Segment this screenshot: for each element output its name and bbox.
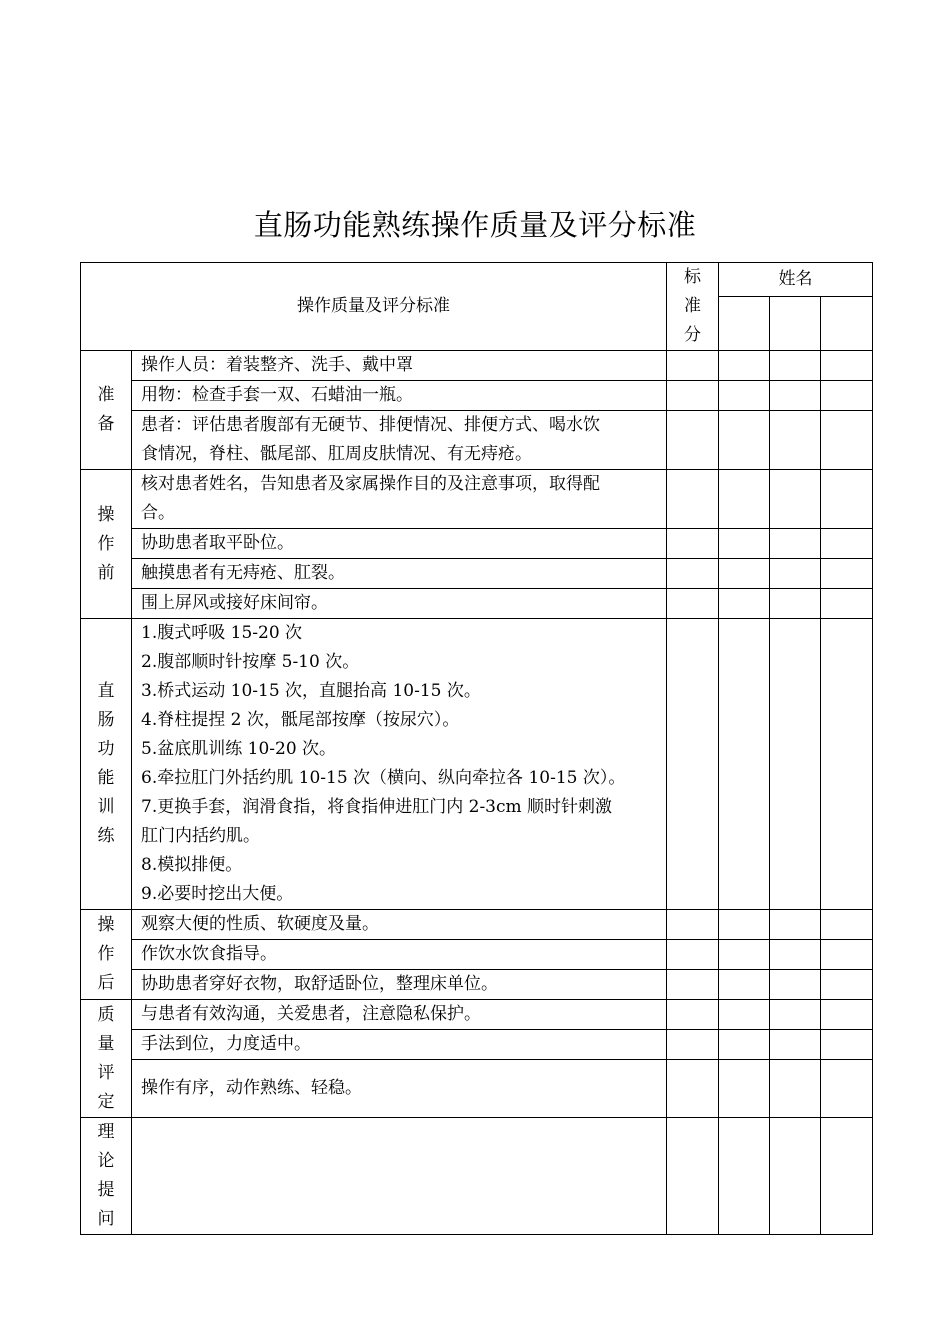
score-cell[interactable]: [719, 351, 770, 381]
score-cell[interactable]: [719, 589, 770, 619]
training-step: 8.模拟排便。: [141, 855, 243, 875]
score-cell[interactable]: [719, 619, 770, 910]
score-cell[interactable]: [667, 1060, 719, 1118]
prep-item-patient: 患者：评估患者腹部有无硬节、排便情况、排便方式、喝水饮 食情况，脊柱、骶尾部、肛周皮肤情况、有无痔疮。: [132, 411, 667, 470]
name-cell-2[interactable]: [770, 296, 821, 350]
training-step: 7.更换手套，润滑食指，将食指伸进肛门内 2-3cm 顺时针刺激: [141, 797, 613, 817]
score-cell[interactable]: [719, 559, 770, 589]
before-item-position: 协助患者取平卧位。: [132, 529, 667, 559]
score-cell[interactable]: [770, 1030, 821, 1060]
score-cell[interactable]: [719, 470, 770, 529]
training-step: 9.必要时挖出大便。: [141, 884, 294, 904]
score-cell[interactable]: [770, 619, 821, 910]
training-step: 4.脊柱提捏 2 次，骶尾部按摩（按尿穴）。: [141, 710, 460, 730]
prep-item-supplies: 用物：检查手套一双、石蜡油一瓶。: [132, 381, 667, 411]
score-cell[interactable]: [821, 351, 873, 381]
training-steps: [132, 619, 667, 910]
score-cell[interactable]: [719, 1060, 770, 1118]
score-cell[interactable]: [821, 381, 873, 411]
score-cell[interactable]: [821, 1030, 873, 1060]
score-cell[interactable]: [821, 910, 873, 940]
score-cell[interactable]: [667, 910, 719, 940]
score-cell[interactable]: [719, 529, 770, 559]
before-item-screen: 围上屏风或接好床间帘。: [132, 589, 667, 619]
category-after-operation: 操 作 后: [81, 910, 132, 1000]
score-cell[interactable]: [719, 381, 770, 411]
score-cell[interactable]: [821, 1000, 873, 1030]
score-cell[interactable]: [821, 970, 873, 1000]
score-cell[interactable]: [821, 559, 873, 589]
training-step: 3.桥式运动 10-15 次，直腿抬高 10-15 次。: [141, 681, 481, 701]
score-cell[interactable]: [667, 1118, 719, 1235]
header-score: 标 准 分: [667, 263, 719, 351]
scoring-table: [80, 262, 873, 1235]
score-cell[interactable]: [667, 619, 719, 910]
score-cell[interactable]: [770, 940, 821, 970]
score-cell[interactable]: [719, 1000, 770, 1030]
score-cell[interactable]: [770, 1060, 821, 1118]
score-cell[interactable]: [719, 910, 770, 940]
score-cell[interactable]: [821, 1118, 873, 1235]
score-cell[interactable]: [821, 940, 873, 970]
training-step: 6.牵拉肛门外括约肌 10-15 次（横向、纵向牵拉各 10-15 次）。: [141, 768, 626, 788]
score-cell[interactable]: [719, 1030, 770, 1060]
training-step: 5.盆底肌训练 10-20 次。: [141, 739, 337, 759]
prep-item-operator: 操作人员：着装整齐、洗手、戴中罩: [132, 351, 667, 381]
after-item-tidy: 协助患者穿好衣物，取舒适卧位，整理床单位。: [132, 970, 667, 1000]
score-cell[interactable]: [667, 1030, 719, 1060]
score-cell[interactable]: [667, 559, 719, 589]
document-title: 直肠功能熟练操作质量及评分标准: [253, 208, 697, 242]
score-cell[interactable]: [667, 411, 719, 470]
name-cell-3[interactable]: [821, 296, 873, 350]
score-cell[interactable]: [770, 970, 821, 1000]
quality-item-communication: 与患者有效沟通，关爱患者，注意隐私保护。: [132, 1000, 667, 1030]
category-rectal-training: 直 肠 功 能 训 练: [81, 619, 132, 910]
score-cell[interactable]: [770, 589, 821, 619]
score-cell[interactable]: [821, 1060, 873, 1118]
score-cell[interactable]: [770, 529, 821, 559]
category-quality-assessment: 质 量 评 定: [81, 1000, 132, 1118]
score-cell[interactable]: [667, 970, 719, 1000]
training-step: 2.腹部顺时针按摩 5-10 次。: [141, 652, 360, 672]
score-cell[interactable]: [667, 351, 719, 381]
score-cell[interactable]: [821, 411, 873, 470]
score-cell[interactable]: [770, 1000, 821, 1030]
score-cell[interactable]: [821, 470, 873, 529]
header-standard: 操作质量及评分标准: [81, 263, 667, 351]
score-cell[interactable]: [770, 1118, 821, 1235]
after-item-observe: 观察大便的性质、软硬度及量。: [132, 910, 667, 940]
quality-item-technique: 手法到位，力度适中。: [132, 1030, 667, 1060]
category-before-operation: 操 作 前: [81, 470, 132, 619]
quality-item-order: 操作有序，动作熟练、轻稳。: [132, 1060, 667, 1118]
after-item-guidance: 作饮水饮食指导。: [132, 940, 667, 970]
score-cell[interactable]: [667, 940, 719, 970]
category-preparation: 准 备: [81, 351, 132, 470]
training-step: 1.腹式呼吸 15-20 次: [141, 623, 303, 643]
score-cell[interactable]: [770, 381, 821, 411]
score-cell[interactable]: [719, 411, 770, 470]
score-cell[interactable]: [770, 411, 821, 470]
category-theory-questions: 理 论 提 问: [81, 1118, 132, 1235]
score-cell[interactable]: [770, 470, 821, 529]
before-item-palpate: 触摸患者有无痔疮、肛裂。: [132, 559, 667, 589]
score-cell[interactable]: [719, 970, 770, 1000]
score-cell[interactable]: [770, 559, 821, 589]
score-cell[interactable]: [821, 529, 873, 559]
score-cell[interactable]: [821, 619, 873, 910]
score-cell[interactable]: [821, 589, 873, 619]
score-cell[interactable]: [719, 940, 770, 970]
theory-answer-area[interactable]: [132, 1118, 667, 1235]
score-cell[interactable]: [770, 351, 821, 381]
header-name: 姓名: [719, 263, 873, 297]
score-cell[interactable]: [667, 589, 719, 619]
score-cell[interactable]: [667, 529, 719, 559]
before-item-verify: 核对患者姓名，告知患者及家属操作目的及注意事项，取得配 合。: [132, 470, 667, 529]
score-cell[interactable]: [667, 1000, 719, 1030]
score-cell[interactable]: [719, 1118, 770, 1235]
score-cell[interactable]: [770, 910, 821, 940]
name-cell-1[interactable]: [719, 296, 770, 350]
training-step: 肛门内括约肌。: [141, 826, 260, 846]
score-cell[interactable]: [667, 381, 719, 411]
score-cell[interactable]: [667, 470, 719, 529]
